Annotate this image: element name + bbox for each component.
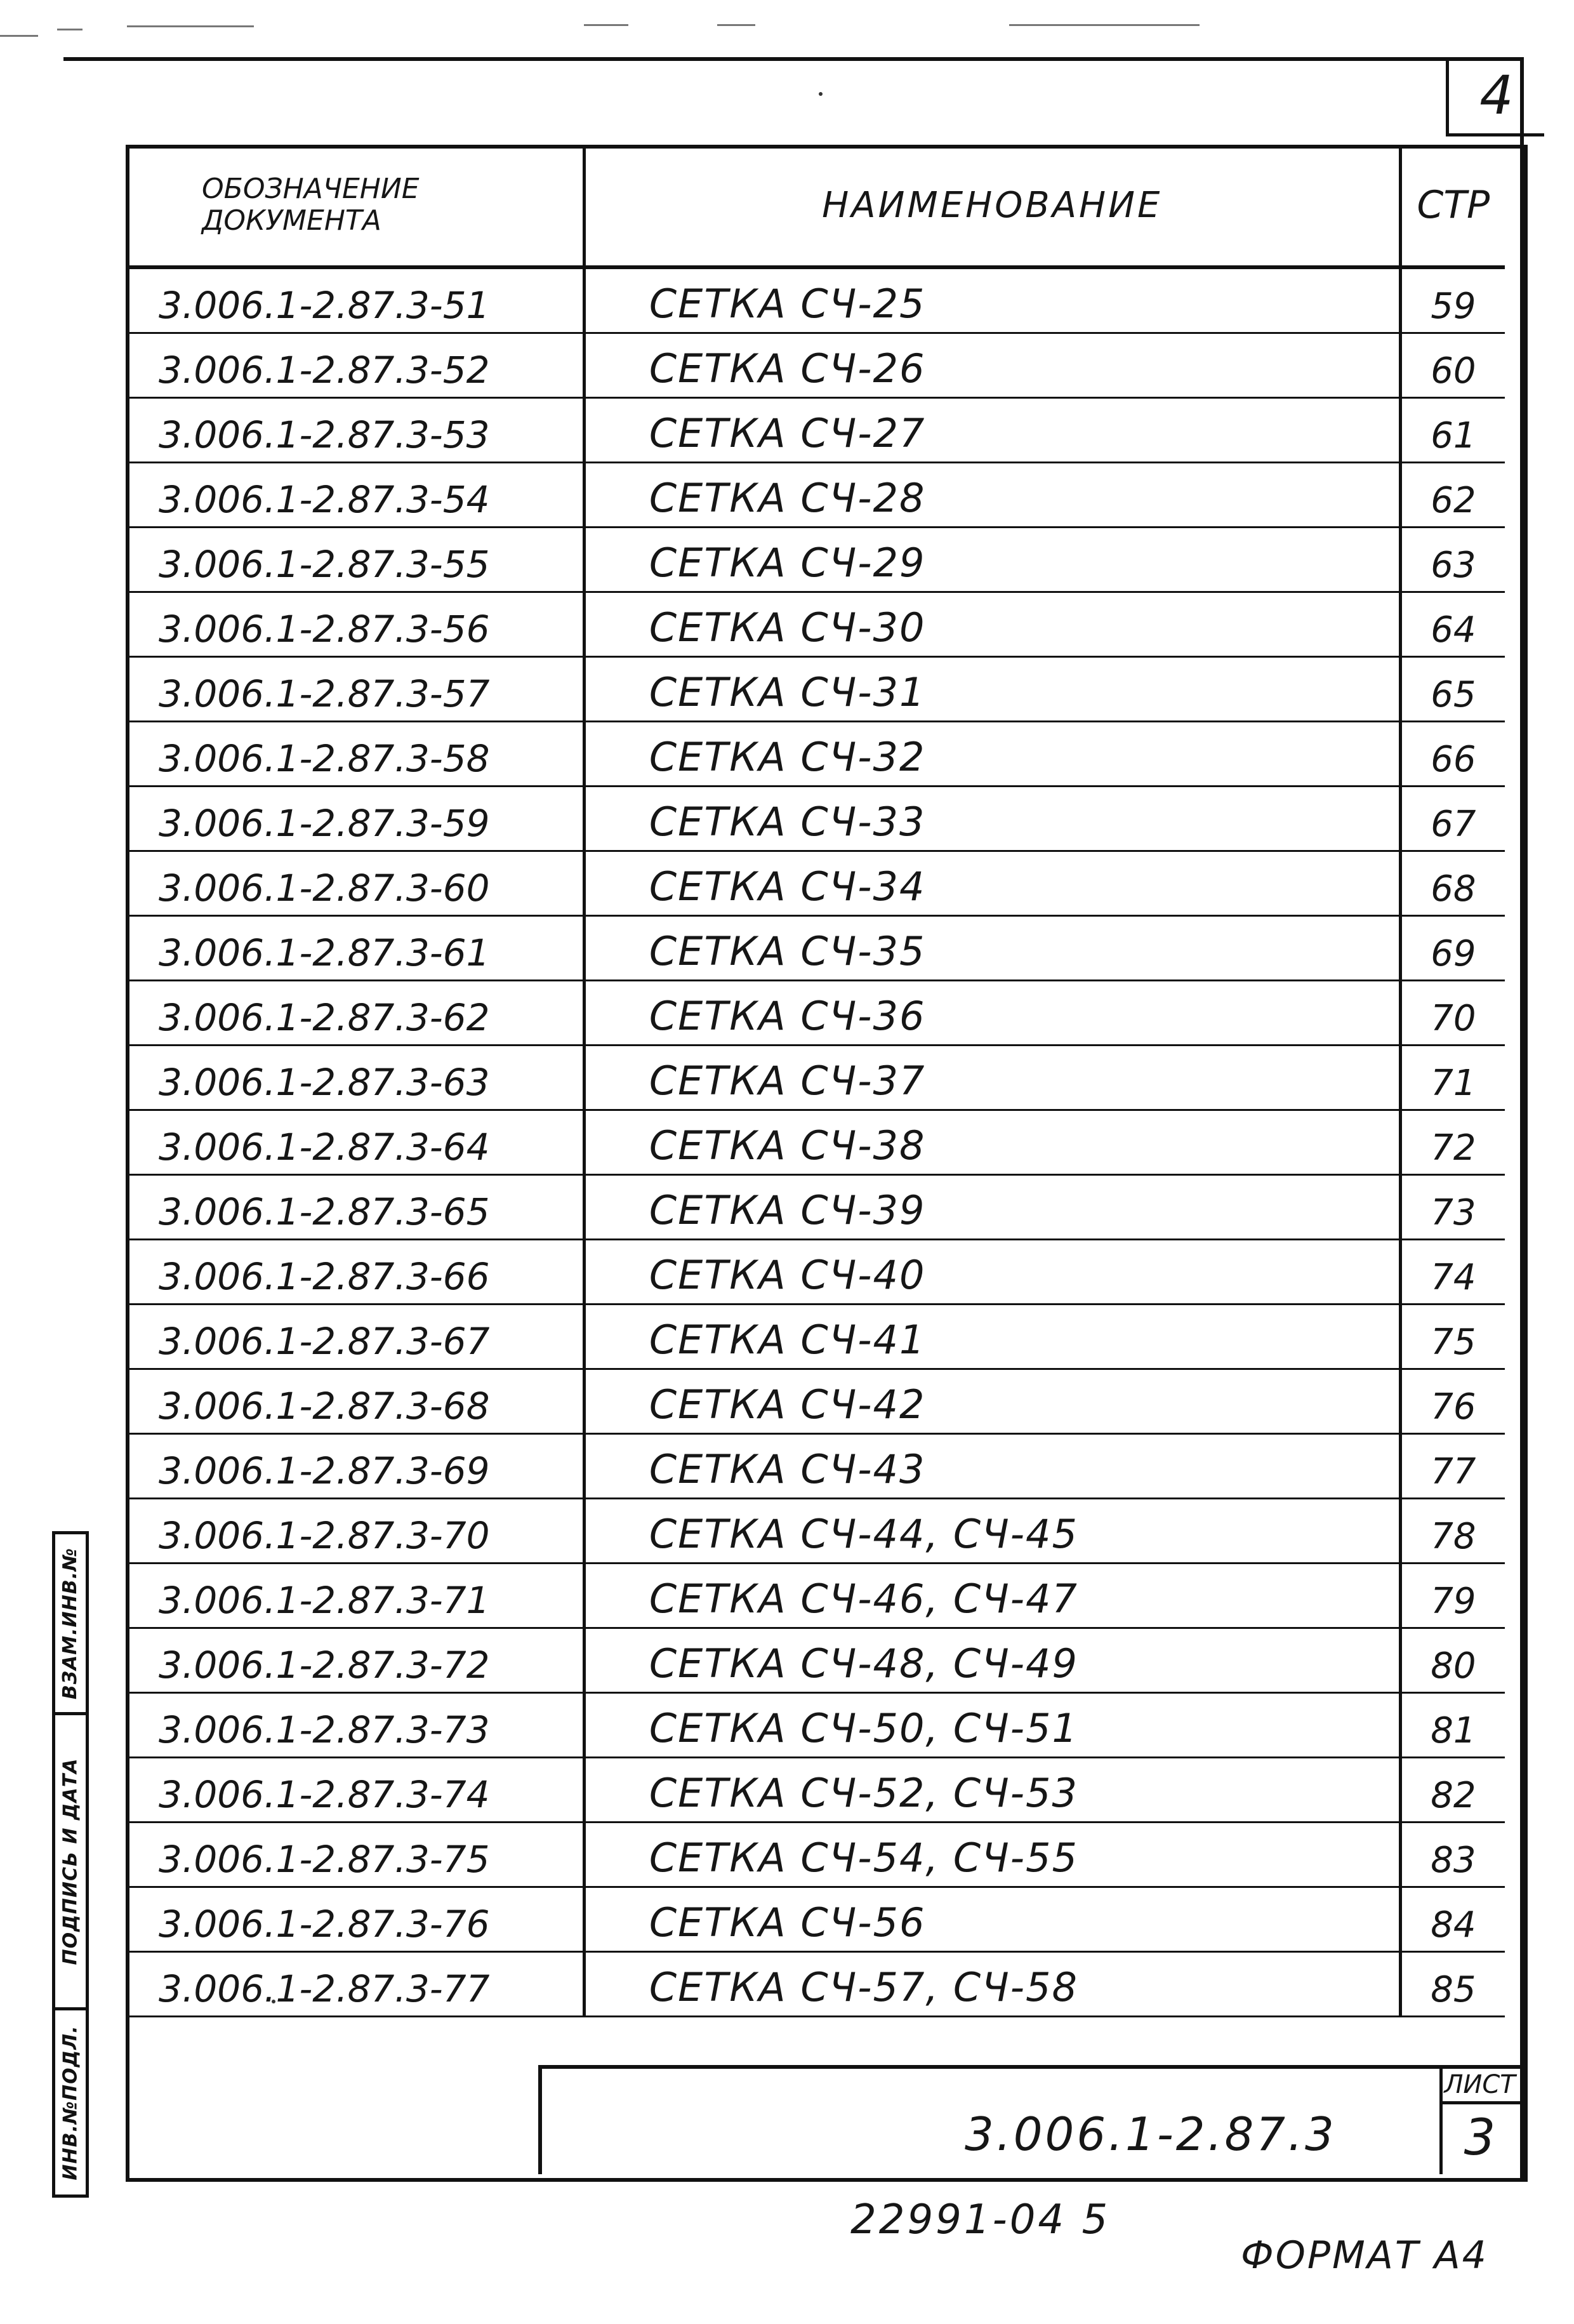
table-row [126, 1434, 1505, 1499]
row-page: 72 [1400, 1110, 1505, 1175]
row-page: 79 [1400, 1564, 1505, 1628]
row-designation: 3.006.1-2.87.3-77 [126, 1952, 584, 2017]
row-page: 60 [1400, 333, 1505, 398]
table-header-row [126, 145, 1505, 267]
row-designation: 3.006.1-2.87.3-59 [126, 787, 584, 851]
header-designation-line2: ДОКУМЕНТА [202, 204, 381, 237]
row-page: 59 [1400, 267, 1505, 333]
table-row [126, 592, 1505, 657]
row-designation: 3.006.1-2.87.3-53 [126, 398, 584, 463]
row-page: 75 [1400, 1305, 1505, 1369]
table-row [126, 787, 1505, 851]
header-name-label: НАИМЕНОВАНИЕ [822, 184, 1163, 226]
scan-artifact [57, 29, 83, 30]
row-page: 83 [1400, 1823, 1505, 1887]
row-designation: 3.006.1-2.87.3-72 [126, 1628, 584, 1693]
row-page: 74 [1400, 1240, 1505, 1305]
row-designation: 3.006.1-2.87.3-63 [126, 1046, 584, 1110]
header-designation-line1: ОБОЗНАЧЕНИЕ [202, 173, 420, 205]
table-row [126, 1823, 1505, 1887]
table-row [126, 1499, 1505, 1564]
table-row [126, 1564, 1505, 1628]
table-row [126, 1369, 1505, 1434]
row-name: СЕТКА СЧ-46, СЧ-47 [584, 1564, 1400, 1628]
stamp-field-replacement [55, 1534, 86, 1712]
table-row [126, 333, 1505, 398]
table-row [126, 981, 1505, 1046]
row-name: СЕТКА СЧ-29 [584, 528, 1400, 592]
row-page: 76 [1400, 1369, 1505, 1434]
row-name: СЕТКА СЧ-36 [584, 981, 1400, 1046]
table-row [126, 1110, 1505, 1175]
row-page: 82 [1400, 1758, 1505, 1823]
row-page: 63 [1400, 528, 1505, 592]
row-designation: 3.006.1-2.87.3-60 [126, 851, 584, 916]
row-name: СЕТКА СЧ-39 [584, 1175, 1400, 1240]
scan-artifact [0, 35, 38, 37]
row-designation: 3.006.1-2.87.3-52 [126, 333, 584, 398]
sheet-number: 3 [1464, 2109, 1496, 2167]
row-name: СЕТКА СЧ-26 [584, 333, 1400, 398]
row-designation: 3.006.1-2.87.3-64 [126, 1110, 584, 1175]
header-name [584, 145, 1400, 267]
row-page: 66 [1400, 722, 1505, 787]
row-page: 85 [1400, 1952, 1505, 2017]
table-row [126, 1758, 1505, 1823]
row-designation: 3.006.1-2.87.3-58 [126, 722, 584, 787]
row-page: 64 [1400, 592, 1505, 657]
stamp-field-signature [55, 1715, 86, 2007]
row-designation: 3.006.1-2.87.3-66 [126, 1240, 584, 1305]
row-designation: 3.006.1-2.87.3-68 [126, 1369, 584, 1434]
stamp-field-3-label: ВЗАМ.ИНВ.№ [59, 1547, 82, 1699]
row-name: СЕТКА СЧ-32 [584, 722, 1400, 787]
table-row [126, 1887, 1505, 1952]
row-designation: 3.006.1-2.87.3-73 [126, 1693, 584, 1758]
row-page: 65 [1400, 657, 1505, 722]
row-designation: 3.006.1-2.87.3-69 [126, 1434, 584, 1499]
row-designation: 3.006.1-2.87.3-62 [126, 981, 584, 1046]
row-name: СЕТКА СЧ-38 [584, 1110, 1400, 1175]
scan-artifact [1009, 24, 1200, 26]
row-page: 71 [1400, 1046, 1505, 1110]
table-row [126, 1240, 1505, 1305]
row-page: 61 [1400, 398, 1505, 463]
sheet-label: ЛИСТ [1439, 2065, 1520, 2104]
row-name: СЕТКА СЧ-48, СЧ-49 [584, 1628, 1400, 1693]
row-name: СЕТКА СЧ-34 [584, 851, 1400, 916]
row-designation: 3.006.1-2.87.3-55 [126, 528, 584, 592]
row-designation: 3.006.1-2.87.3-71 [126, 1564, 584, 1628]
page-number-corner: 4 [1446, 57, 1544, 136]
stamp-field-inventory [55, 2010, 86, 2195]
row-name: СЕТКА СЧ-35 [584, 916, 1400, 981]
row-designation: 3.006.1-2.87.3-76 [126, 1887, 584, 1952]
table-row [126, 528, 1505, 592]
row-name: СЕТКА СЧ-25 [584, 267, 1400, 333]
table-row [126, 657, 1505, 722]
header-page-label: СТР [1417, 183, 1490, 227]
row-name: СЕТКА СЧ-57, СЧ-58 [584, 1952, 1400, 2017]
scan-artifact [584, 24, 628, 26]
row-designation: 3.006.1-2.87.3-75 [126, 1823, 584, 1887]
row-designation: 3.006.1-2.87.3-70 [126, 1499, 584, 1564]
row-page: 67 [1400, 787, 1505, 851]
row-designation: 3.006.1-2.87.3-54 [126, 463, 584, 528]
row-page: 84 [1400, 1887, 1505, 1952]
row-name: СЕТКА СЧ-27 [584, 398, 1400, 463]
stamp-field-2-label: ПОДПИСЬ И ДАТА [59, 1757, 82, 1965]
row-name: СЕТКА СЧ-43 [584, 1434, 1400, 1499]
table-row [126, 1628, 1505, 1693]
scan-artifact [717, 24, 755, 26]
row-name: СЕТКА СЧ-54, СЧ-55 [584, 1823, 1400, 1887]
row-designation: 3.006.1-2.87.3-67 [126, 1305, 584, 1369]
row-name: СЕТКА СЧ-28 [584, 463, 1400, 528]
row-name: СЕТКА СЧ-42 [584, 1369, 1400, 1434]
table-row [126, 1952, 1505, 2017]
row-page: 69 [1400, 916, 1505, 981]
header-page [1400, 145, 1505, 267]
table-row [126, 851, 1505, 916]
row-name: СЕТКА СЧ-40 [584, 1240, 1400, 1305]
row-name: СЕТКА СЧ-41 [584, 1305, 1400, 1369]
format-note: ФОРМАТ А4 [1241, 2233, 1488, 2278]
margin-stamp [52, 1531, 89, 2198]
contents-table [126, 145, 1505, 2017]
table-row [126, 722, 1505, 787]
table-row [126, 1693, 1505, 1758]
table-row [126, 1175, 1505, 1240]
row-page: 73 [1400, 1175, 1505, 1240]
row-designation: 3.006.1-2.87.3-74 [126, 1758, 584, 1823]
row-name: СЕТКА СЧ-30 [584, 592, 1400, 657]
row-name: СЕТКА СЧ-50, СЧ-51 [584, 1693, 1400, 1758]
row-designation: 3.006.1-2.87.3-57 [126, 657, 584, 722]
row-name: СЕТКА СЧ-52, СЧ-53 [584, 1758, 1400, 1823]
row-name: СЕТКА СЧ-33 [584, 787, 1400, 851]
row-designation: 3.006.1-2.87.3-56 [126, 592, 584, 657]
row-page: 78 [1400, 1499, 1505, 1564]
table-row [126, 267, 1505, 333]
row-name: СЕТКА СЧ-37 [584, 1046, 1400, 1110]
table-row [126, 1046, 1505, 1110]
row-page: 70 [1400, 981, 1505, 1046]
table-row [126, 463, 1505, 528]
table-row [126, 1305, 1505, 1369]
row-page: 81 [1400, 1693, 1505, 1758]
table-row [126, 916, 1505, 981]
row-page: 77 [1400, 1434, 1505, 1499]
row-page: 62 [1400, 463, 1505, 528]
row-designation: 3.006.1-2.87.3-51 [126, 267, 584, 333]
stamp-field-1-label: ИНВ.№ПОДЛ. [59, 2024, 82, 2181]
row-name: СЕТКА СЧ-56 [584, 1887, 1400, 1952]
row-designation: 3.006.1-2.87.3-65 [126, 1175, 584, 1240]
order-number: 22991-04 5 [850, 2196, 1111, 2243]
scan-artifact [127, 25, 254, 27]
header-designation [126, 145, 584, 267]
row-page: 80 [1400, 1628, 1505, 1693]
table-row [126, 398, 1505, 463]
row-name: СЕТКА СЧ-44, СЧ-45 [584, 1499, 1400, 1564]
row-page: 68 [1400, 851, 1505, 916]
row-designation: 3.006.1-2.87.3-61 [126, 916, 584, 981]
document-code: 3.006.1-2.87.3 [965, 2108, 1337, 2161]
row-name: СЕТКА СЧ-31 [584, 657, 1400, 722]
